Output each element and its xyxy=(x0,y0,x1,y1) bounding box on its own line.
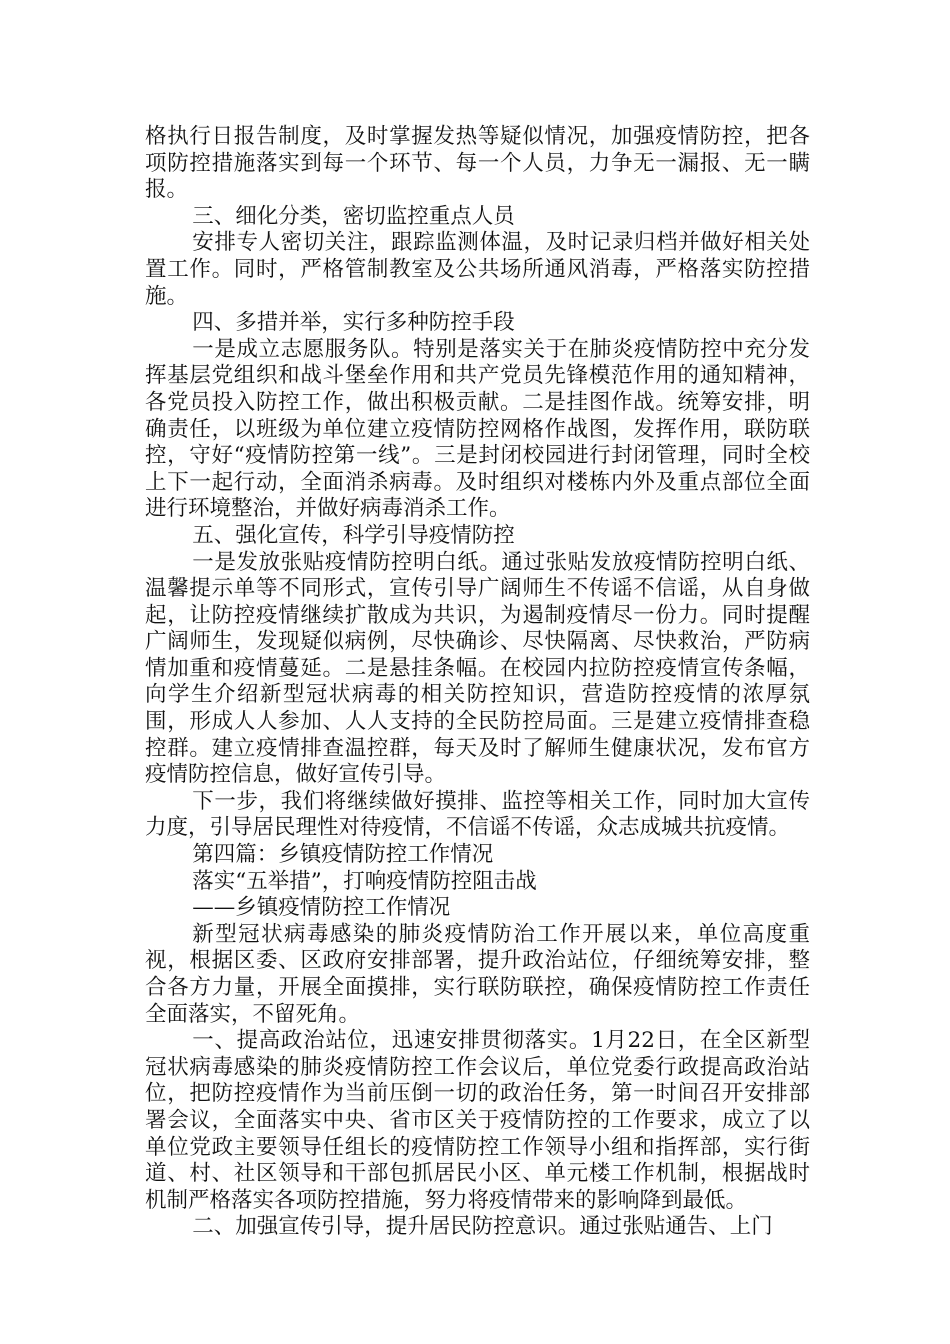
section-heading-5: 五、强化宣传，科学引导疫情防控 xyxy=(192,522,515,548)
section-heading-4: 四、多措并举，实行多种防控手段 xyxy=(192,310,515,336)
section-heading-3: 三、细化分类，密切监控重点人员 xyxy=(192,203,515,229)
paragraph-12: 新型冠状病毒感染的肺炎疫情防治工作开展以来，单位高度重视，根据区委、区政府安排部署，提升政治站位，仔细统筹安排，整合各方力量，开展全面摸排，实行联防联控，确保疫情防控工作责任全面落实，不留死角。 xyxy=(145,921,810,1027)
article-subtitle: ——乡镇疫情防控工作情况 xyxy=(192,895,451,921)
chapter-title: 第四篇：乡镇疫情防控工作情况 xyxy=(192,842,494,868)
document-body xyxy=(145,124,810,1241)
paragraph-3: 安排专人密切关注，跟踪监测体温，及时记录归档并做好相关处置工作。同时，严格管制教室及公共场所通风消毒，严格落实防控措施。 xyxy=(145,230,810,309)
article-title: 落实“五举措”，打响疫情防控阻击战 xyxy=(192,868,537,894)
paragraph-8: 下一步，我们将继续做好摸排、监控等相关工作，同时加大宣传力度，引导居民理性对待疫情，不信谣不传谣，众志成城共抗疫情。 xyxy=(145,788,810,841)
paragraph-7: 一是发放张贴疫情防控明白纸。通过张贴发放疫情防控明白纸、温馨提示单等不同形式，宣传引导广阔师生不传谣不信谣，从自身做起，让防控疫情继续扩散成为共识，为遏制疫情尽一份力。同时提醒广阔师生，发现疑似病例，尽快确诊、尽快隔离、尽快救治，严防病情加重和疫情蔓延。二是悬挂条幅。在校园内拉防控疫情宣传条幅，向学生介绍新型冠状病毒的相关防控知识，营造防控疫情的浓厚氛围，形成人人参加、人人支持的全民防控局面。三是建立疫情排查稳控群。建立疫情排查温控群，每天及时了解师生健康状况，发布官方疫情防控信息，做好宣传引导。 xyxy=(145,549,810,788)
paragraph-1: 格执行日报告制度，及时掌握发热等疑似情况，加强疫情防控，把各项防控措施落实到每一个环节、每一个人员，力争无一漏报、无一瞒报。 xyxy=(145,124,810,203)
paragraph-13: 一、提高政治站位，迅速安排贯彻落实。1月22日，在全区新型冠状病毒感染的肺炎疫情防控工作会议后，单位党委行政提高政治站位，把防控疫情作为当前压倒一切的政治任务，第一时间召开安排部署会议，全面落实中央、省市区关于疫情防控的工作要求，成立了以单位党政主要领导任组长的疫情防控工作领导小组和指挥部，实行街道、村、社区领导和干部包抓居民小区、单元楼工作机制，根据战时机制严格落实各项防控措施，努力将疫情带来的影响降到最低。 xyxy=(145,1028,810,1213)
paragraph-5: 一是成立志愿服务队。特别是落实关于在肺炎疫情防控中充分发挥基层党组织和战斗堡垒作用和共产党员先锋模范作用的通知精神，各党员投入防控工作，做出积极贡献。二是挂图作战。统筹安排，明确责任，以班级为单位建立疫情防控网格作战图，发挥作用，联防联控，守好“疫情防控第一线”。三是封闭校园进行封闭管理，同时全校上下一起行动，全面消杀病毒。及时组织对楼栋内外及重点部位全面进行环境整治，并做好病毒消杀工作。 xyxy=(145,336,810,522)
paragraph-14: 二、加强宣传引导，提升居民防控意识。通过张贴通告、上门 xyxy=(192,1214,773,1240)
